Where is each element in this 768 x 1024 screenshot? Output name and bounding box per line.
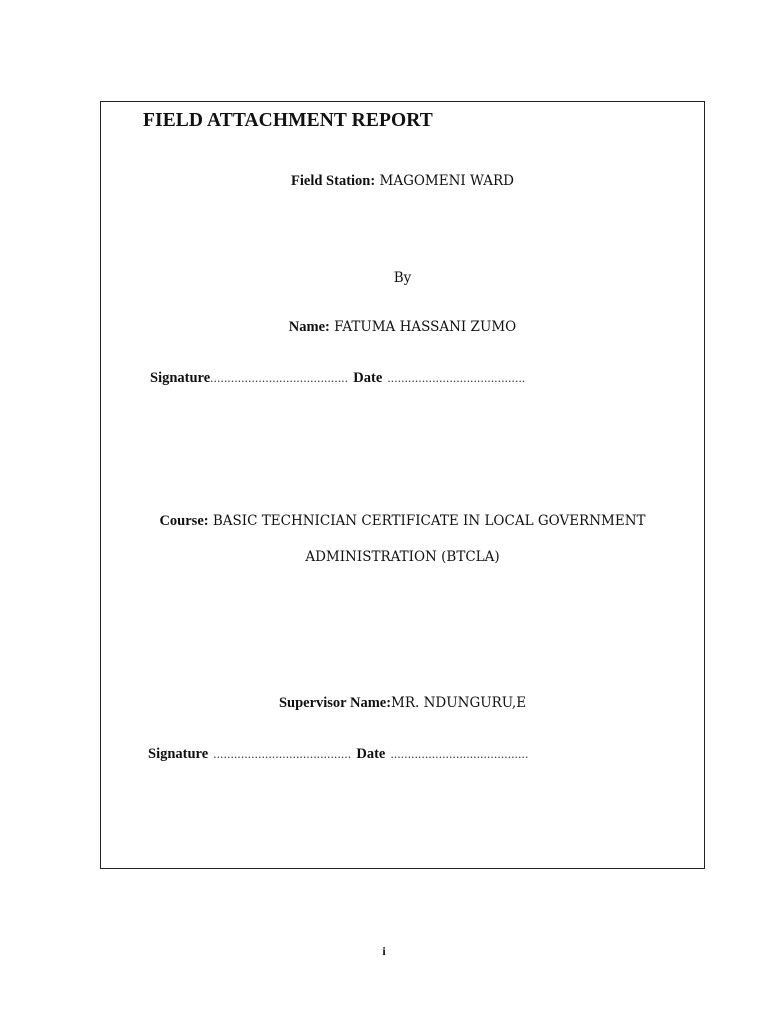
page-number: i xyxy=(382,944,386,958)
course-value-continued: ADMINISTRATION (BTCLA) xyxy=(305,549,500,565)
supervisor-line xyxy=(101,695,704,712)
signature-label: Signature xyxy=(150,370,211,386)
course-line-1 xyxy=(101,513,704,530)
by-line xyxy=(101,270,704,286)
field-station-label: Field Station: xyxy=(291,173,376,189)
name-value: FATUMA HASSANI ZUMO xyxy=(334,319,517,335)
supervisor-signature-row xyxy=(148,743,528,763)
field-station-line xyxy=(101,173,704,190)
date-line: ........................................ xyxy=(387,370,526,385)
report-title: FIELD ATTACHMENT REPORT xyxy=(143,110,433,131)
supervisor-value: MR. NDUNGURU,E xyxy=(391,695,527,711)
date-label: Date xyxy=(353,370,383,386)
supervisor-label: Supervisor Name: xyxy=(278,695,392,711)
signature-line: ........................................ xyxy=(210,370,349,385)
supervisor-signature-label: Signature xyxy=(148,746,209,762)
cover-page-frame xyxy=(100,101,705,869)
supervisor-date-label: Date xyxy=(356,746,386,762)
name-line xyxy=(101,319,704,336)
course-label: Course: xyxy=(159,513,209,529)
by-text: By xyxy=(393,270,412,286)
course-value: BASIC TECHNICIAN CERTIFICATE IN LOCAL GOVERNMENT xyxy=(212,513,646,529)
course-line-2 xyxy=(101,549,704,565)
signature-row xyxy=(150,367,525,387)
supervisor-date-line: ........................................ xyxy=(390,746,529,761)
field-station-value: MAGOMENI WARD xyxy=(379,173,514,189)
supervisor-signature-line: ........................................ xyxy=(213,746,352,761)
name-label: Name: xyxy=(288,319,330,335)
